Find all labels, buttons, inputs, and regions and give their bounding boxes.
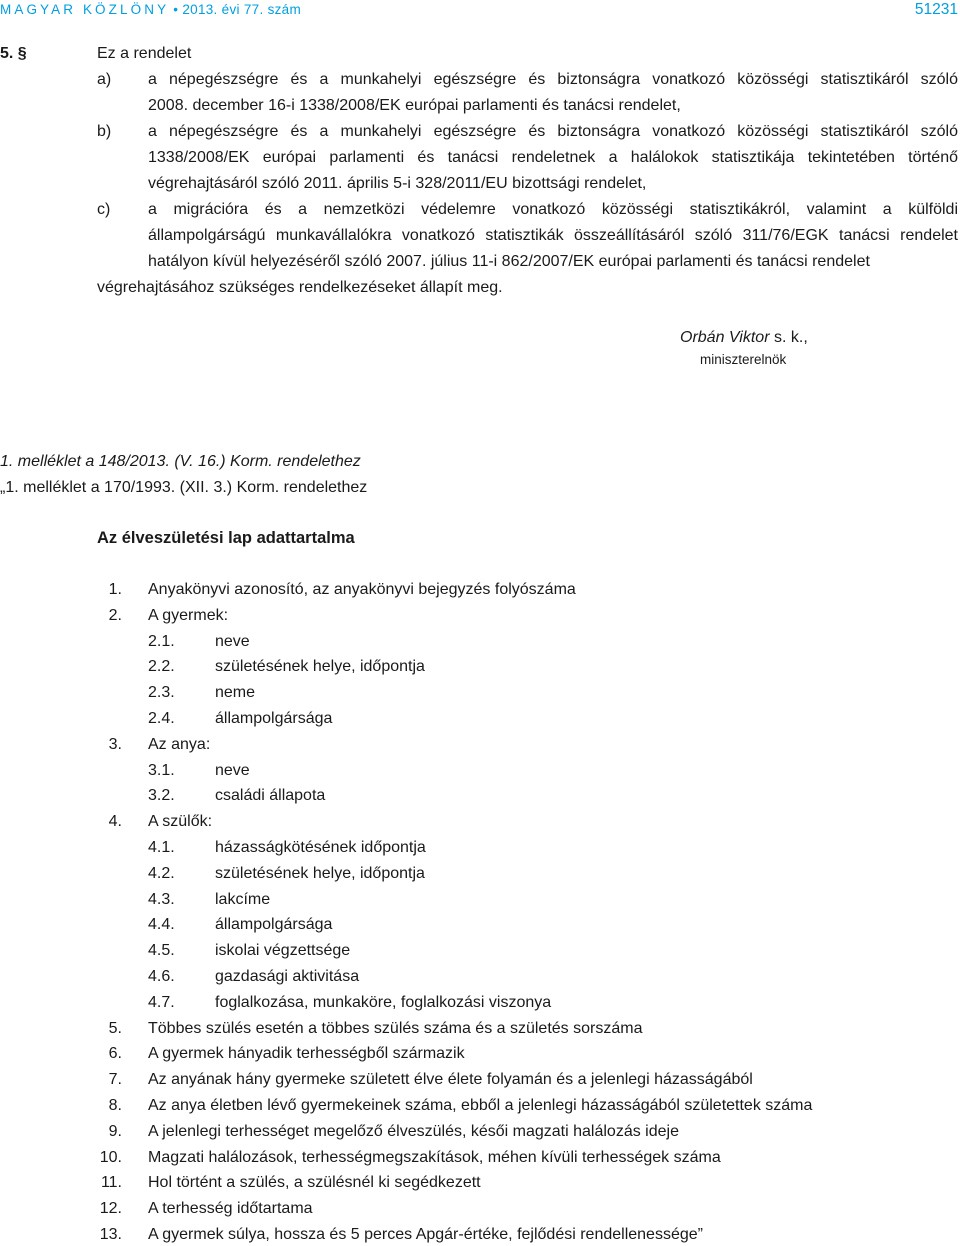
- page-number: 51231: [914, 1, 958, 18]
- item-line: végrehajtásáról szóló 2011. április 5-i 328/2011/EU bizottsági rendelet,: [148, 175, 647, 192]
- journal-title: MAGYAR KÖZLÖNY: [0, 2, 170, 17]
- list-item-number: 3.1.: [148, 762, 175, 779]
- list-item-text: Magzati halálozások, terhességmegszakítások, méhen kívüli terhességek száma: [148, 1149, 721, 1166]
- list-item-number: 9.: [108, 1123, 122, 1140]
- list-item-number: 3.2.: [148, 787, 175, 804]
- list-item-number: 4.4.: [148, 916, 175, 933]
- list-item-text: állampolgársága: [215, 916, 333, 933]
- item-line: 2008. december 16-i 1338/2008/EK európai parlamenti és tanácsi rendelet,: [148, 97, 681, 114]
- list-item-number: 11.: [100, 1174, 122, 1191]
- list-item-number: 4.2.: [148, 865, 175, 882]
- item-label: b): [97, 123, 112, 140]
- list-item-number: 2.4.: [148, 710, 175, 727]
- list-item-number: 6.: [108, 1045, 122, 1062]
- list-item-number: 1.: [108, 581, 122, 598]
- list-item-text: neve: [215, 762, 250, 779]
- list-item-number: 2.: [108, 607, 122, 624]
- item-line: állampolgárságú munkavállalókra vonatkozó statisztikák összeállításáról szóló 311/76/EGK tanácsi rendelet: [148, 227, 958, 244]
- list-item-number: 13.: [99, 1226, 122, 1243]
- signatory-name: Orbán Viktor: [680, 329, 770, 346]
- list-item-text: Hol történt a szülés, a szülésnél ki segédkezett: [148, 1174, 481, 1191]
- list-item-text: Az anyának hány gyermeke született élve élete folyamán és a jelenlegi házasságából: [148, 1071, 753, 1088]
- annex-heading: 1. melléklet a 148/2013. (V. 16.) Korm. rendelethez: [0, 453, 361, 470]
- list-item-text: A gyermek:: [148, 607, 229, 624]
- list-item-number: 5.: [108, 1020, 122, 1037]
- list-item-text: Többes szülés esetén a többes szülés száma és a születés sorszáma: [148, 1020, 643, 1037]
- list-item-number: 2.1.: [148, 633, 175, 650]
- list-item-text: születésének helye, időpontja: [215, 865, 425, 882]
- list-item-text: A szülők:: [148, 813, 213, 830]
- list-item-text: A terhesség időtartama: [148, 1200, 313, 1217]
- item-line: a népegészségre és a munkahelyi egészségre és biztonságra vonatkozó közösségi statisztikáról szóló: [148, 71, 958, 88]
- list-item-text: családi állapota: [215, 787, 326, 804]
- list-item-text: iskolai végzettsége: [215, 942, 351, 959]
- list-item-text: Az anya:: [148, 736, 211, 753]
- list-item-text: házasságkötésének időpontja: [215, 839, 426, 856]
- list-item-number: 4.7.: [148, 994, 175, 1011]
- closing-line: végrehajtásához szükséges rendelkezéseket állapít meg.: [97, 279, 503, 296]
- item-label: a): [97, 71, 112, 88]
- item-line: a népegészségre és a munkahelyi egészségre és biztonságra vonatkozó közösségi statisztikáról szóló: [148, 123, 958, 140]
- section-mark: 5. §: [0, 45, 27, 62]
- list-item-text: neve: [215, 633, 250, 650]
- list-item-number: 4.6.: [148, 968, 175, 985]
- signatory: [680, 328, 808, 348]
- signatory-title: miniszterelnök: [700, 352, 787, 367]
- list-item-text: gazdasági aktivitása: [215, 968, 360, 985]
- item-line: hatályon kívül helyezéséről szóló 2007. július 11-i 862/2007/EK európai parlamenti és tanácsi rendelet: [148, 253, 870, 270]
- list-item-text: A jelenlegi terhességet megelőző élveszülés, késői magzati halálozás ideje: [148, 1123, 679, 1140]
- list-item-text: Anyakönyvi azonosító, az anyakönyvi bejegyzés folyószáma: [148, 581, 576, 598]
- annex-subheading: „1. melléklet a 170/1993. (XII. 3.) Korm. rendelethez: [0, 479, 368, 496]
- list-item-text: lakcíme: [215, 891, 271, 908]
- page-header: [0, 2, 960, 20]
- item-line: a migrációra és a nemzetközi védelemre vonatkozó közösségi statisztikákról, valamint a külföldi: [148, 201, 958, 218]
- list-item-text: születésének helye, időpontja: [215, 658, 425, 675]
- list-item-number: 2.3.: [148, 684, 175, 701]
- signatory-suffix: s. k.,: [769, 329, 808, 346]
- running-head: [0, 2, 301, 17]
- list-item-number: 4.1.: [148, 839, 175, 856]
- list-item-number: 12.: [99, 1200, 122, 1217]
- item-label: c): [97, 201, 111, 218]
- list-item-number: 3.: [108, 736, 122, 753]
- list-item-text: Az anya életben lévő gyermekeinek száma, ebből a jelenlegi házasságából születettek száma: [148, 1097, 813, 1114]
- list-item-text: A gyermek súlya, hossza és 5 perces Apgár-értéke, fejlődési rendellenessége”: [148, 1226, 703, 1243]
- list-item-text: állampolgársága: [215, 710, 333, 727]
- list-item-text: A gyermek hányadik terhességből származik: [148, 1045, 465, 1062]
- list-item-text: foglalkozása, munkaköre, foglalkozási viszonya: [215, 994, 552, 1011]
- list-item-number: 7.: [108, 1071, 122, 1088]
- list-item-number: 4.: [108, 813, 122, 830]
- annex-title: Az élveszületési lap adattartalma: [97, 529, 355, 547]
- issue-label: 2013. évi 77. szám: [182, 2, 302, 17]
- list-item-text: neme: [215, 684, 256, 701]
- list-item-number: 2.2.: [148, 658, 175, 675]
- list-item-number: 4.3.: [148, 891, 175, 908]
- list-item-number: 4.5.: [148, 942, 175, 959]
- section-title: Ez a rendelet: [97, 45, 192, 62]
- item-line: 1338/2008/EK európai parlamenti és tanácsi rendeletnek a halálokok statisztikája tekintetében történő: [148, 149, 958, 166]
- list-item-number: 10.: [99, 1149, 122, 1166]
- bullet-separator: •: [173, 2, 179, 17]
- list-item-number: 8.: [108, 1097, 122, 1114]
